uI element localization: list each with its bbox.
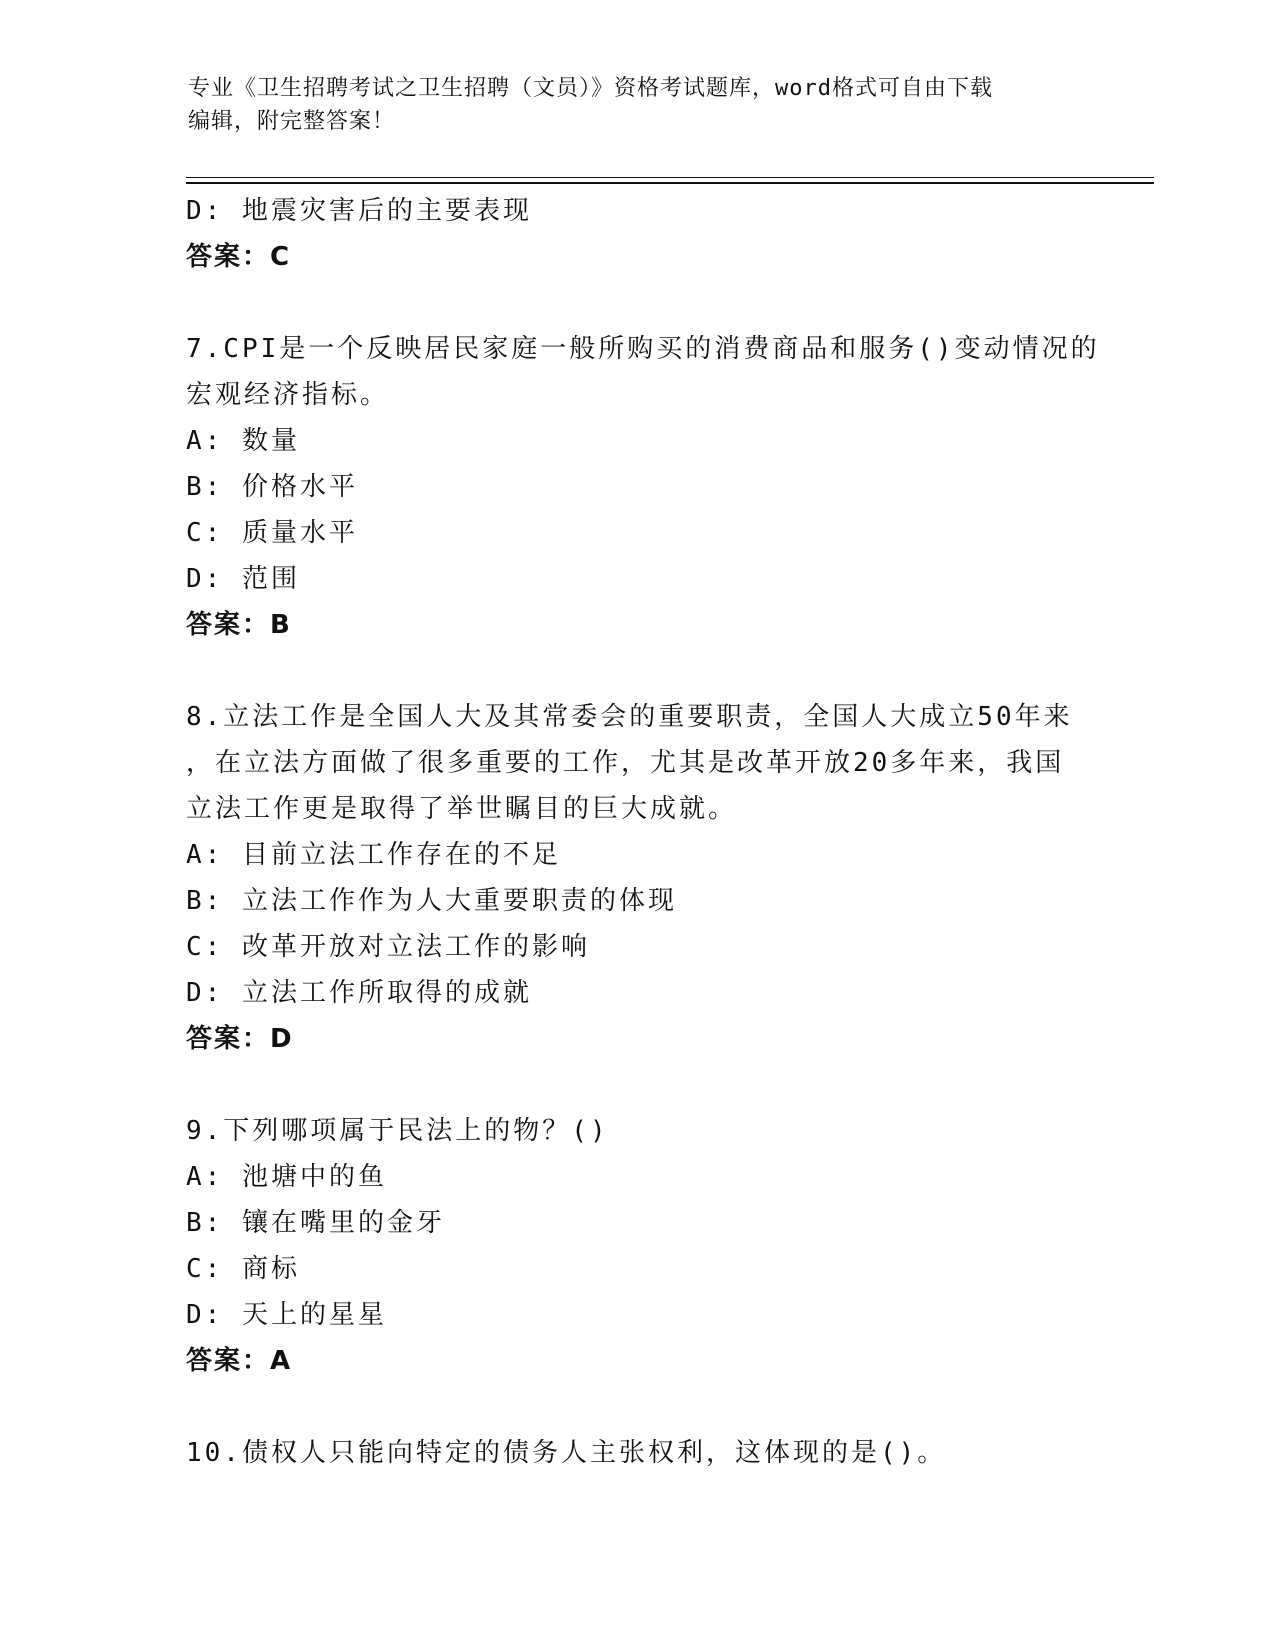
previous-question-tail [186,188,1096,280]
spacer [186,1384,1096,1430]
question-stem-line: 10.债权人只能向特定的债务人主张权利，这体现的是()。 [186,1438,947,1468]
answer-line: 答案：A [186,1346,293,1376]
document-header [188,72,1088,138]
option-a: A: 目前立法工作存在的不足 [186,840,561,870]
option-a: A: 池塘中的鱼 [186,1162,387,1192]
question-7 [186,326,1100,648]
option-c: C: 质量水平 [186,518,358,548]
question-stem-line: 宏观经济指标。 [186,380,390,410]
answer-line: 答案：B [186,610,292,640]
option-c: C: 商标 [186,1254,300,1284]
question-stem-line: 立法工作更是取得了举世瞩目的巨大成就。 [186,794,738,824]
header-line-2: 编辑，附完整答案！ [188,109,396,134]
option-a: A: 数量 [186,426,300,456]
question-stem-line: 9.下列哪项属于民法上的物？() [186,1116,609,1146]
option-d: D: 地震灾害后的主要表现 [186,196,532,226]
spacer [186,280,1096,326]
question-stem-line: ，在立法方面做了很多重要的工作，尤其是改革开放20多年来，我国 [186,748,1065,778]
option-b: B: 镶在嘴里的金牙 [186,1208,445,1238]
option-d: D: 立法工作所取得的成就 [186,978,532,1008]
question-9 [186,1108,1096,1384]
header-line-1: 专业《卫生招聘考试之卫生招聘（文员）》资格考试题库，word格式可自由下载 [188,76,993,101]
option-b: B: 立法工作作为人大重要职责的体现 [186,886,677,916]
document-body [186,188,1100,1476]
question-10 [186,1430,1096,1476]
question-stem-line: 8.立法工作是全国人大及其常委会的重要职责，全国人大成立50年来 [186,702,1073,732]
option-b: B: 价格水平 [186,472,358,502]
option-c: C: 改革开放对立法工作的影响 [186,932,590,962]
header-rule-thin [186,177,1154,178]
answer-line: 答案：C [186,242,292,272]
option-d: D: 天上的星星 [186,1300,387,1330]
question-8 [186,694,1096,1062]
question-stem-line: 7.CPI是一个反映居民家庭一般所购买的消费商品和服务()变动情况的 [186,334,1100,364]
spacer [186,648,1096,694]
answer-line: 答案：D [186,1024,294,1054]
header-rule-thick [186,182,1154,184]
option-d: D: 范围 [186,564,300,594]
spacer [186,1062,1096,1108]
